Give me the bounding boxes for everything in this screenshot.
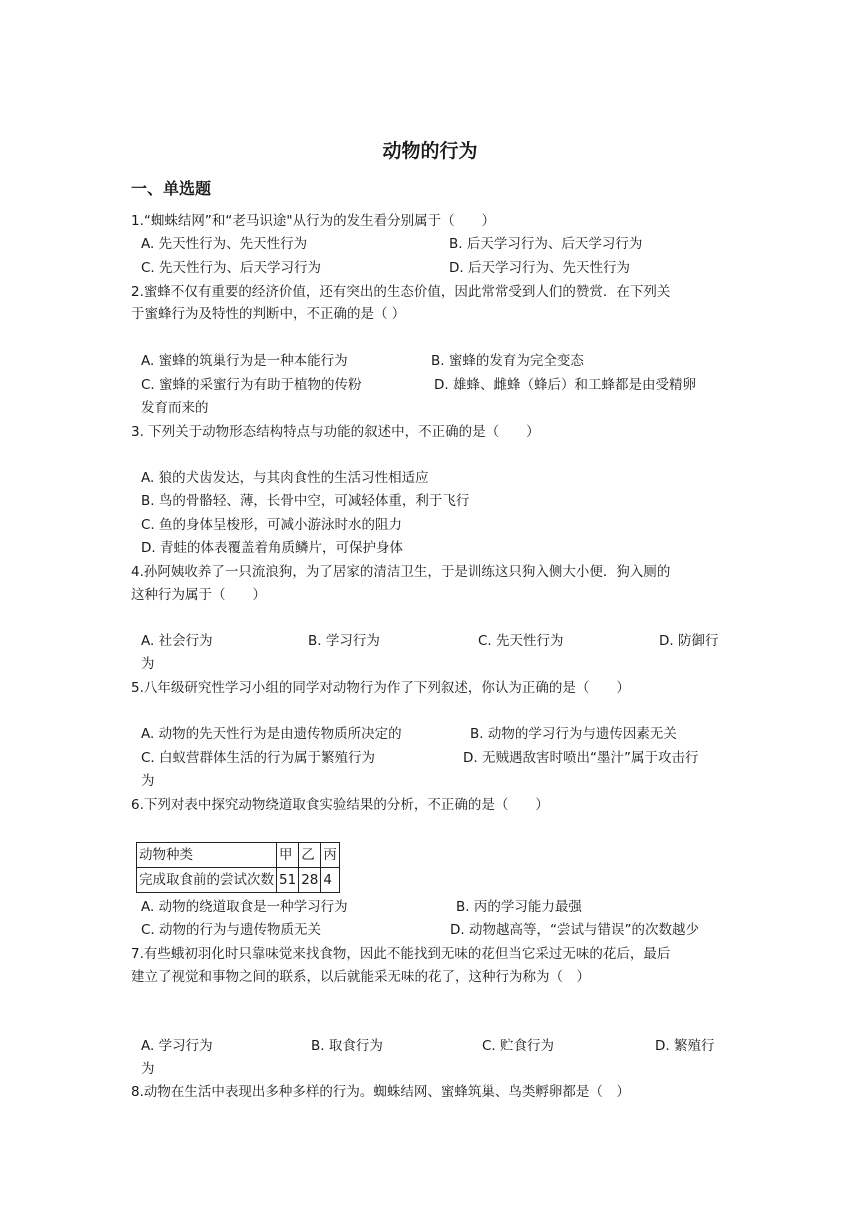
q6-option-b: B. 丙的学习能力最强 bbox=[456, 899, 582, 915]
q7-option-d-line2: 为 bbox=[141, 1061, 155, 1077]
q5-option-b: B. 动物的学习行为与遗传因素无关 bbox=[470, 726, 677, 742]
table-cell: 乙 bbox=[299, 843, 321, 868]
q4-option-a: A. 社会行为 bbox=[141, 633, 213, 649]
q6-stem: 6.下列对表中探究动物绕道取食实验结果的分析，不正确的是（ ） bbox=[131, 797, 549, 813]
table-cell: 51 bbox=[277, 868, 299, 893]
table-cell: 动物种类 bbox=[137, 843, 277, 868]
q1-option-a: A. 先天性行为、先天性行为 bbox=[141, 236, 308, 252]
q6-option-d: D. 动物越高等，“尝试与错误”的次数越少 bbox=[450, 922, 699, 938]
q1-option-d: D. 后天学习行为、先天性行为 bbox=[449, 260, 630, 276]
q2-option-b: B. 蜜蜂的发育为完全变态 bbox=[431, 353, 584, 369]
q4-option-d-line1: D. 防御行 bbox=[659, 633, 719, 649]
q4-option-c: C. 先天性行为 bbox=[478, 633, 564, 649]
q4-stem-line2: 这种行为属于（ ） bbox=[131, 587, 266, 603]
q1-stem: 1.“蜘蛛结网”和“老马识途"从行为的发生看分别属于（ ） bbox=[131, 213, 496, 229]
q3-option-a: A. 狼的犬齿发达，与其肉食性的生活习性相适应 bbox=[141, 470, 429, 486]
q1-option-c: C. 先天性行为、后天学习行为 bbox=[141, 260, 322, 276]
section-heading: 一、单选题 bbox=[131, 179, 212, 198]
experiment-table bbox=[136, 842, 340, 893]
q5-option-d-line2: 为 bbox=[141, 773, 155, 789]
table-cell: 28 bbox=[299, 868, 321, 893]
q7-stem-line2: 建立了视觉和事物之间的联系，以后就能采无味的花了，这种行为称为（ ） bbox=[131, 969, 590, 985]
q5-option-d-line1: D. 无贼遇敌害时喷出“墨汁”属于攻击行 bbox=[463, 750, 699, 766]
q2-stem-line2: 于蜜蜂行为及特性的判断中，不正确的是（ ） bbox=[131, 306, 406, 322]
page-title: 动物的行为 bbox=[382, 140, 478, 162]
q4-option-b: B. 学习行为 bbox=[308, 633, 380, 649]
q7-option-c: C. 贮食行为 bbox=[482, 1038, 555, 1054]
table-header-row bbox=[137, 843, 340, 868]
q2-stem-line1: 2.蜜蜂不仅有重要的经济价值，还有突出的生态价值，因此常常受到人们的赞赏．在下列关 bbox=[131, 284, 671, 300]
q2-option-d-line2: 发育而来的 bbox=[141, 400, 209, 416]
q7-option-b: B. 取食行为 bbox=[311, 1038, 383, 1054]
q3-option-b: B. 鸟的骨骼轻、薄，长骨中空，可减轻体重，利于飞行 bbox=[141, 493, 470, 509]
table-cell: 甲 bbox=[277, 843, 299, 868]
q8-stem: 8.动物在生活中表现出多种多样的行为。蜘蛛结网、蜜蜂筑巢、鸟类孵卵都是（ ） bbox=[131, 1084, 630, 1100]
table-cell: 完成取食前的尝试次数 bbox=[137, 868, 277, 893]
table-cell: 丙 bbox=[321, 843, 340, 868]
q4-stem-line1: 4.孙阿姨收养了一只流浪狗，为了居家的清洁卫生，于是训练这只狗入侧大小便．狗入厕的 bbox=[131, 564, 671, 580]
table-cell: 4 bbox=[321, 868, 340, 893]
q7-option-d-line1: D. 繁殖行 bbox=[655, 1038, 715, 1054]
q2-option-d-line1: D. 雄蜂、雌蜂（蜂后）和工蜂都是由受精卵 bbox=[434, 377, 696, 393]
q6-option-c: C. 动物的行为与遗传物质无关 bbox=[141, 922, 322, 938]
q3-option-c: C. 鱼的身体呈梭形，可减小游泳时水的阻力 bbox=[141, 517, 403, 533]
q3-option-d: D. 青蛙的体表覆盖着角质鳞片，可保护身体 bbox=[141, 540, 403, 556]
q5-option-a: A. 动物的先天性行为是由遗传物质所决定的 bbox=[141, 726, 402, 742]
q7-stem-line1: 7.有些蛾初羽化时只靠味觉来找食物，因此不能找到无味的花但当它采过无味的花后，最后 bbox=[131, 946, 671, 962]
q2-option-c: C. 蜜蜂的采蜜行为有助于植物的传粉 bbox=[141, 377, 362, 393]
q4-option-d-line2: 为 bbox=[141, 656, 155, 672]
table-row bbox=[137, 868, 340, 893]
q2-option-a: A. 蜜蜂的筑巢行为是一种本能行为 bbox=[141, 353, 348, 369]
q6-option-a: A. 动物的绕道取食是一种学习行为 bbox=[141, 899, 348, 915]
q1-option-b: B. 后天学习行为、后天学习行为 bbox=[449, 236, 643, 252]
q5-stem: 5.八年级研究性学习小组的同学对动物行为作了下列叙述，你认为正确的是（ ） bbox=[131, 680, 630, 696]
q3-stem: 3. 下列关于动物形态结构特点与功能的叙述中，不正确的是（ ） bbox=[131, 424, 540, 440]
q7-option-a: A. 学习行为 bbox=[141, 1038, 213, 1054]
q5-option-c: C. 白蚁营群体生活的行为属于繁殖行为 bbox=[141, 750, 376, 766]
